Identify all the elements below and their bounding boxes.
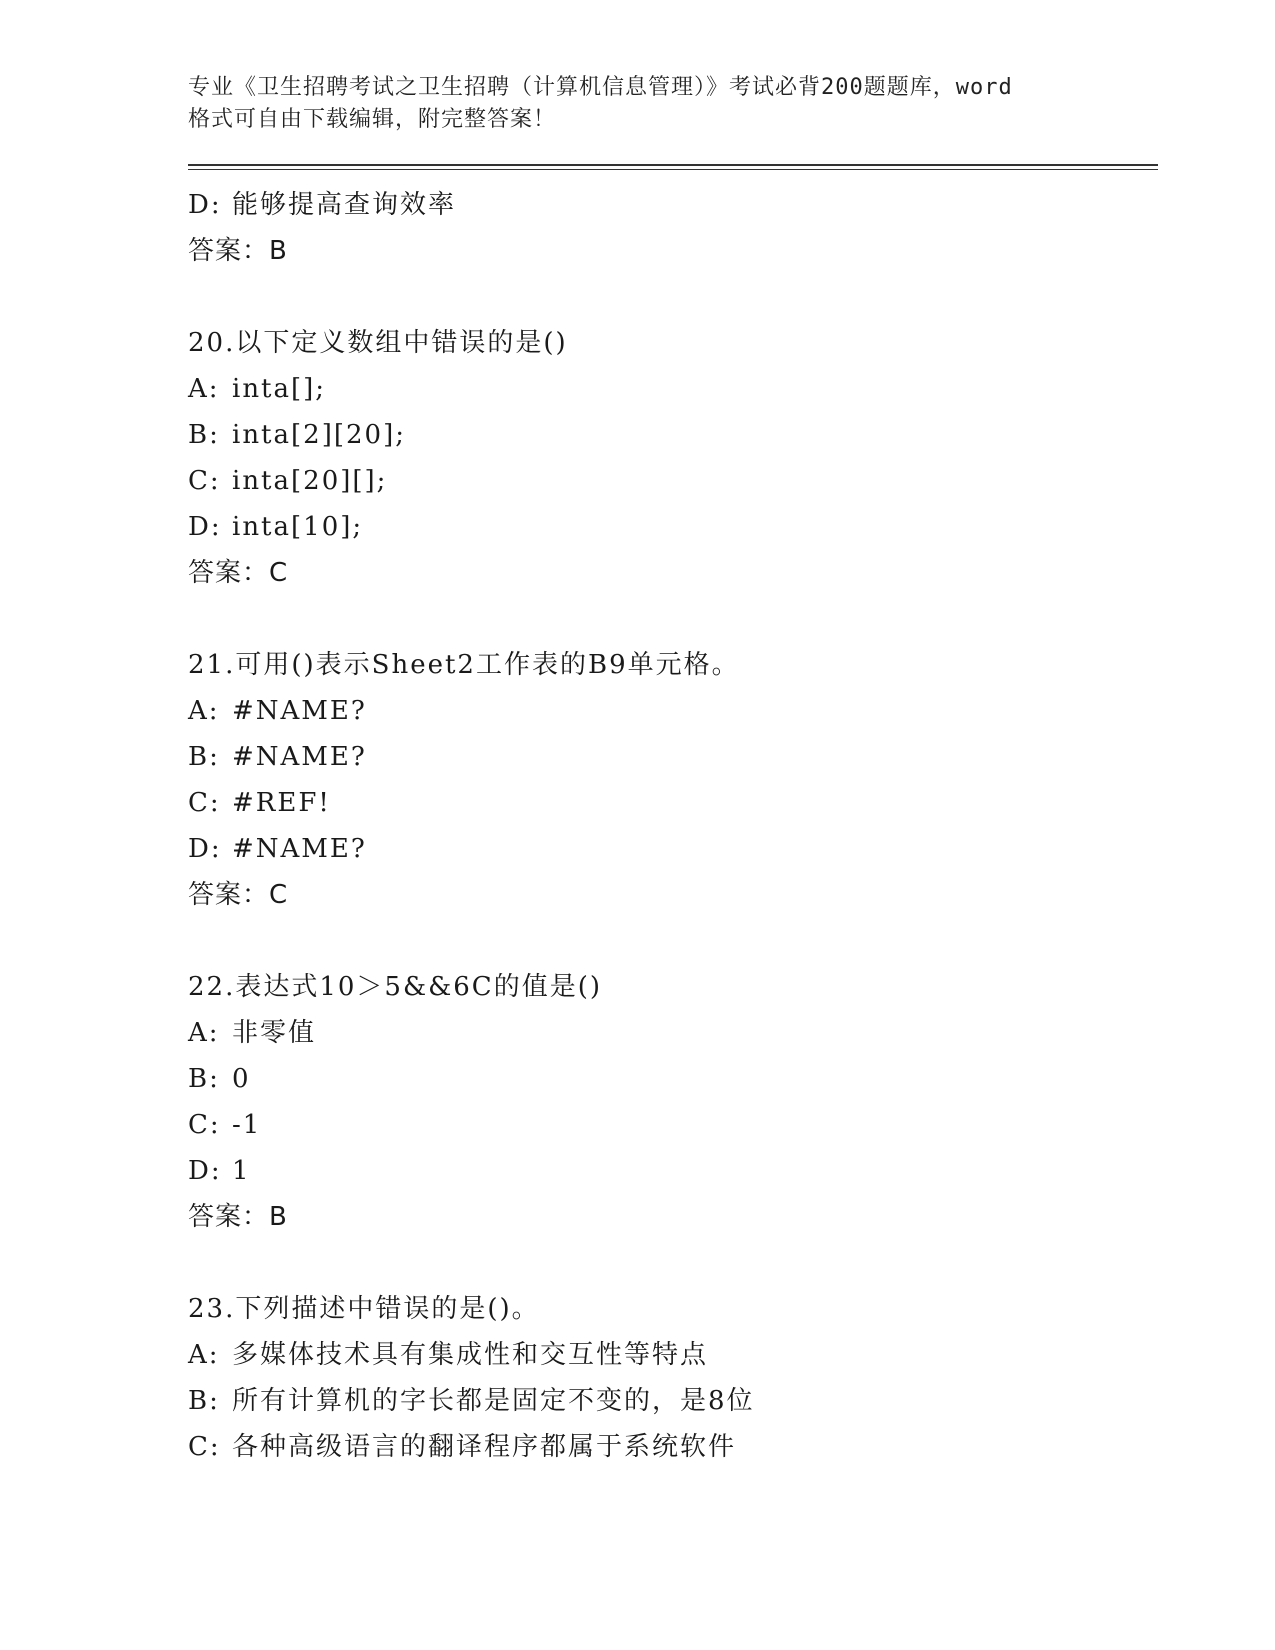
option-text: inta[]; (232, 374, 327, 404)
header-title-line-1: 专业《卫生招聘考试之卫生招聘（计算机信息管理）》考试必背200题题库，word (188, 75, 1013, 100)
option-text: #NAME? (232, 742, 367, 772)
question-list (188, 182, 1158, 1470)
option-c (188, 1424, 1158, 1470)
header-divider (188, 164, 1158, 170)
option-d (188, 504, 1158, 550)
option-text: 各种高级语言的翻译程序都属于系统软件 (232, 1432, 737, 1462)
option-b (188, 1378, 1158, 1424)
option-text: -1 (232, 1110, 262, 1140)
option-a (188, 688, 1158, 734)
option-a (188, 1332, 1158, 1378)
option-d (188, 182, 1158, 228)
option-label: D: (188, 512, 222, 542)
document-header (188, 72, 1158, 136)
option-c (188, 1102, 1158, 1148)
answer-line: 答案：C (188, 558, 289, 588)
option-text: inta[2][20]; (232, 420, 406, 450)
option-b (188, 412, 1158, 458)
question-stem: 22.表达式10＞5&&6C的值是() (188, 972, 602, 1002)
option-text: 0 (232, 1064, 251, 1094)
option-label: B: (188, 420, 220, 450)
option-text: 所有计算机的字长都是固定不变的，是8位 (232, 1386, 755, 1416)
option-c (188, 780, 1158, 826)
option-label: C: (188, 788, 221, 818)
option-text: 多媒体技术具有集成性和交互性等特点 (232, 1340, 709, 1370)
option-b (188, 734, 1158, 780)
option-text: 能够提高查询效率 (232, 190, 457, 220)
option-label: A: (188, 374, 220, 404)
option-b (188, 1056, 1158, 1102)
option-label: A: (188, 696, 220, 726)
option-label: A: (188, 1018, 220, 1048)
header-title-line-2: 格式可自由下载编辑，附完整答案！ (188, 107, 557, 132)
option-text: #NAME? (232, 696, 367, 726)
document-page (188, 72, 1158, 1470)
option-label: B: (188, 1386, 220, 1416)
answer-line: 答案：B (188, 1202, 288, 1232)
question-stem: 21.可用()表示Sheet2工作表的B9单元格。 (188, 650, 740, 680)
option-label: A: (188, 1340, 220, 1370)
option-c (188, 458, 1158, 504)
question-stem: 23.下列描述中错误的是()。 (188, 1294, 540, 1324)
option-text: inta[10]; (232, 512, 364, 542)
option-label: C: (188, 466, 221, 496)
option-label: C: (188, 1432, 221, 1462)
option-text: #NAME? (232, 834, 367, 864)
option-text: 非零值 (232, 1018, 317, 1048)
option-label: C: (188, 1110, 221, 1140)
option-label: B: (188, 742, 220, 772)
option-a (188, 1010, 1158, 1056)
question-stem: 20.以下定义数组中错误的是() (188, 328, 568, 358)
option-d (188, 826, 1158, 872)
option-a (188, 366, 1158, 412)
option-label: B: (188, 1064, 220, 1094)
option-text: inta[20][]; (232, 466, 388, 496)
option-text: 1 (232, 1156, 251, 1186)
answer-line: 答案：B (188, 236, 288, 266)
option-text: #REF! (232, 788, 331, 818)
answer-line: 答案：C (188, 880, 289, 910)
option-label: D: (188, 190, 222, 220)
option-label: D: (188, 834, 222, 864)
option-d (188, 1148, 1158, 1194)
option-label: D: (188, 1156, 222, 1186)
